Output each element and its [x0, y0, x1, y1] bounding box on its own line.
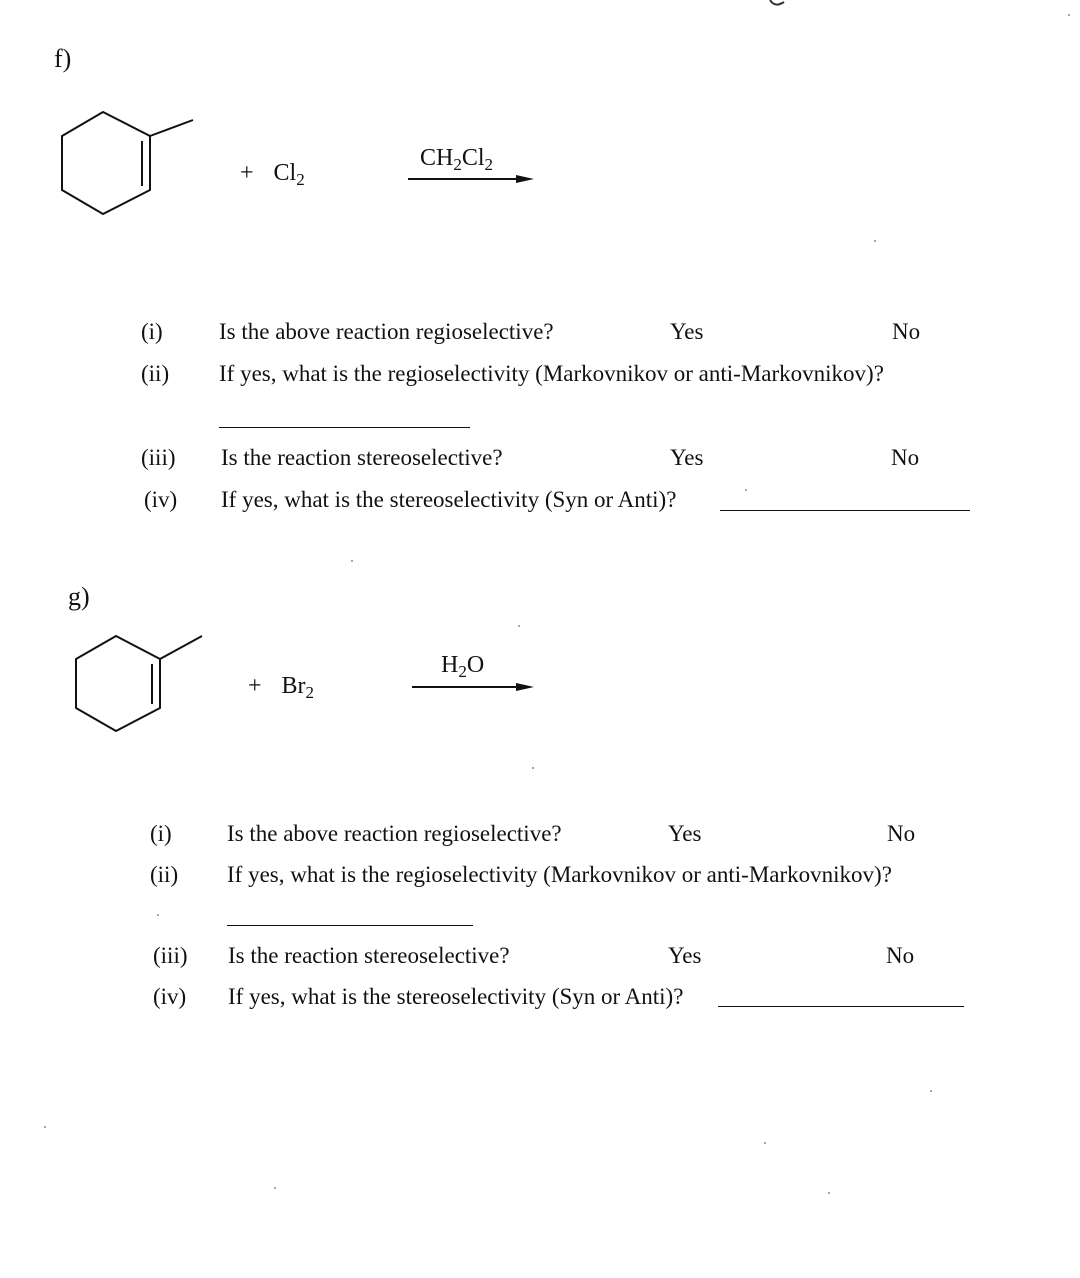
- question-text: If yes, what is the stereoselectivity (Syn or Anti)?: [228, 984, 684, 1009]
- question-text: Is the above reaction regioselective?: [227, 821, 562, 846]
- yes-option[interactable]: Yes: [668, 943, 702, 968]
- yes-option[interactable]: Yes: [670, 319, 704, 344]
- answer-blank-regioselectivity[interactable]: [227, 925, 473, 926]
- question-number: (iv): [144, 487, 178, 512]
- solvent-h2o: [441, 652, 484, 679]
- scan-speck: [828, 1192, 830, 1194]
- scan-speck: [532, 767, 534, 769]
- no-option[interactable]: No: [887, 821, 916, 846]
- question-number: (i): [150, 821, 172, 846]
- scan-artifact: [760, 0, 790, 10]
- scan-speck: [518, 625, 520, 627]
- solvent-subscript: 2: [453, 155, 462, 174]
- no-option[interactable]: No: [892, 319, 921, 344]
- scan-speck: [351, 560, 353, 562]
- no-option[interactable]: No: [886, 943, 915, 968]
- answer-blank-stereoselectivity[interactable]: [718, 1006, 964, 1007]
- question-number: (ii): [150, 862, 179, 887]
- question-number: (ii): [141, 361, 170, 386]
- plus-sign: +: [248, 673, 262, 699]
- question-text: If yes, what is the regioselectivity (Markovnikov or anti-Markovnikov)?: [219, 361, 884, 386]
- scan-speck: [930, 1090, 932, 1092]
- question-text: If yes, what is the regioselectivity (Markovnikov or anti-Markovnikov)?: [227, 862, 892, 887]
- question-text: Is the reaction stereoselective?: [221, 445, 503, 470]
- solvent-part: O: [466, 652, 485, 678]
- scan-speck: [764, 1142, 766, 1144]
- reaction-arrow-g: [412, 680, 542, 694]
- scan-speck: [44, 1126, 46, 1128]
- question-number: (i): [141, 319, 163, 344]
- section-g-label: g): [68, 582, 90, 611]
- no-option[interactable]: No: [891, 445, 920, 470]
- question-text: Is the reaction stereoselective?: [228, 943, 510, 968]
- reagent-symbol: Cl: [273, 160, 297, 186]
- question-number: (iii): [153, 943, 188, 968]
- scan-speck: [745, 489, 747, 491]
- question-text: If yes, what is the stereoselectivity (Syn or Anti)?: [221, 487, 677, 512]
- reagent-symbol: Br: [281, 673, 306, 699]
- scan-speck: [157, 914, 159, 916]
- section-f-label: f): [54, 44, 72, 73]
- question-number: (iv): [153, 984, 187, 1009]
- question-text: Is the above reaction regioselective?: [219, 319, 554, 344]
- scan-speck: [274, 1187, 276, 1189]
- solvent-part: Cl: [461, 145, 485, 171]
- plus-sign: +: [240, 160, 254, 186]
- solvent-subscript: 2: [458, 662, 467, 681]
- question-number: (iii): [141, 445, 176, 470]
- reagent-br2: [248, 673, 314, 700]
- reagent-subscript: 2: [305, 683, 315, 702]
- yes-option[interactable]: Yes: [670, 445, 704, 470]
- solvent-part: H: [441, 652, 459, 678]
- reagent-subscript: 2: [296, 170, 305, 189]
- scan-speck: [1068, 14, 1070, 16]
- scan-speck: [874, 240, 876, 242]
- yes-option[interactable]: Yes: [668, 821, 702, 846]
- solvent-subscript: 2: [484, 155, 494, 174]
- solvent-part: CH: [420, 145, 454, 171]
